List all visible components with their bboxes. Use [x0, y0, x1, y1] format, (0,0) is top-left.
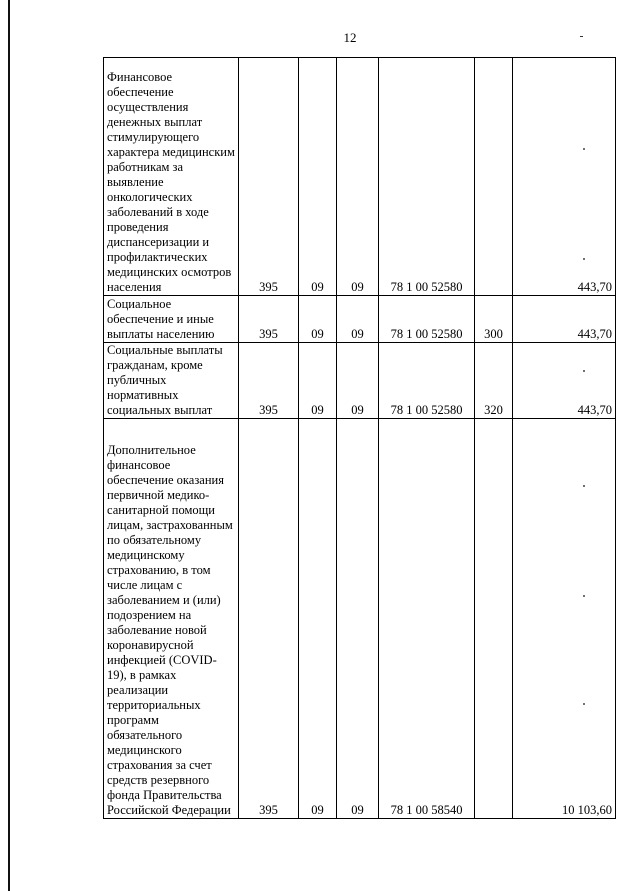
ministry-code: 395	[239, 419, 299, 819]
expense-type-code: 320	[475, 343, 513, 419]
amount-value: 10 103,60	[562, 803, 612, 817]
scan-dot	[583, 485, 585, 487]
subsection-code: 09	[337, 343, 379, 419]
page-number: 12	[343, 30, 357, 45]
scan-mark	[580, 36, 583, 37]
table-row	[104, 343, 616, 419]
row-name: Социальное обеспечение и иные выплаты населению	[104, 296, 239, 343]
target-article-code: 78 1 00 58540	[379, 419, 475, 819]
section-code: 09	[299, 343, 337, 419]
subsection-code: 09	[337, 419, 379, 819]
target-article-code: 78 1 00 52580	[379, 296, 475, 343]
row-name: Финансовое обеспечение осуществления денежных выплат стимулирующего характера медицинским работникам за выявление онкологических заболеваний в ходе проведения диспансеризации и профилактических медицинских осмотров населения	[104, 58, 239, 296]
amount-cell	[513, 296, 616, 343]
budget-table	[103, 57, 616, 819]
table-row	[104, 296, 616, 343]
scan-dot	[583, 370, 585, 372]
amount-value: 443,70	[577, 280, 612, 294]
ministry-code: 395	[239, 58, 299, 296]
section-code: 09	[299, 58, 337, 296]
row-name: Дополнительное финансовое обеспечение оказания первичной медико-санитарной помощи лицам, застрахованным по обязательному медицинскому страхованию, в том числе лицам с заболеванием и (или) подозрением на заболевание новой коронавирусной инфекцией (COVID-19), в рамках реализации территориальных программ обязательного медицинского страхования за счет средств резервного фонда Правительства Российской Федерации	[104, 419, 239, 819]
subsection-code: 09	[337, 58, 379, 296]
target-article-code: 78 1 00 52580	[379, 343, 475, 419]
scan-dot	[583, 703, 585, 705]
section-code: 09	[299, 419, 337, 819]
scan-dot	[583, 148, 585, 150]
table-row	[104, 419, 616, 819]
amount-cell	[513, 58, 616, 296]
expense-type-code: 300	[475, 296, 513, 343]
section-code: 09	[299, 296, 337, 343]
table-row	[104, 58, 616, 296]
amount-cell	[513, 343, 616, 419]
amount-cell	[513, 419, 616, 819]
ministry-code: 395	[239, 296, 299, 343]
scan-edge-line	[8, 0, 10, 891]
ministry-code: 395	[239, 343, 299, 419]
scan-dot	[583, 595, 585, 597]
amount-value: 443,70	[577, 403, 612, 417]
amount-value: 443,70	[577, 327, 612, 341]
expense-type-code	[475, 58, 513, 296]
row-name: Социальные выплаты гражданам, кроме публичных нормативных социальных выплат	[104, 343, 239, 419]
scan-dot	[583, 258, 585, 260]
expense-type-code	[475, 419, 513, 819]
target-article-code: 78 1 00 52580	[379, 58, 475, 296]
subsection-code: 09	[337, 296, 379, 343]
